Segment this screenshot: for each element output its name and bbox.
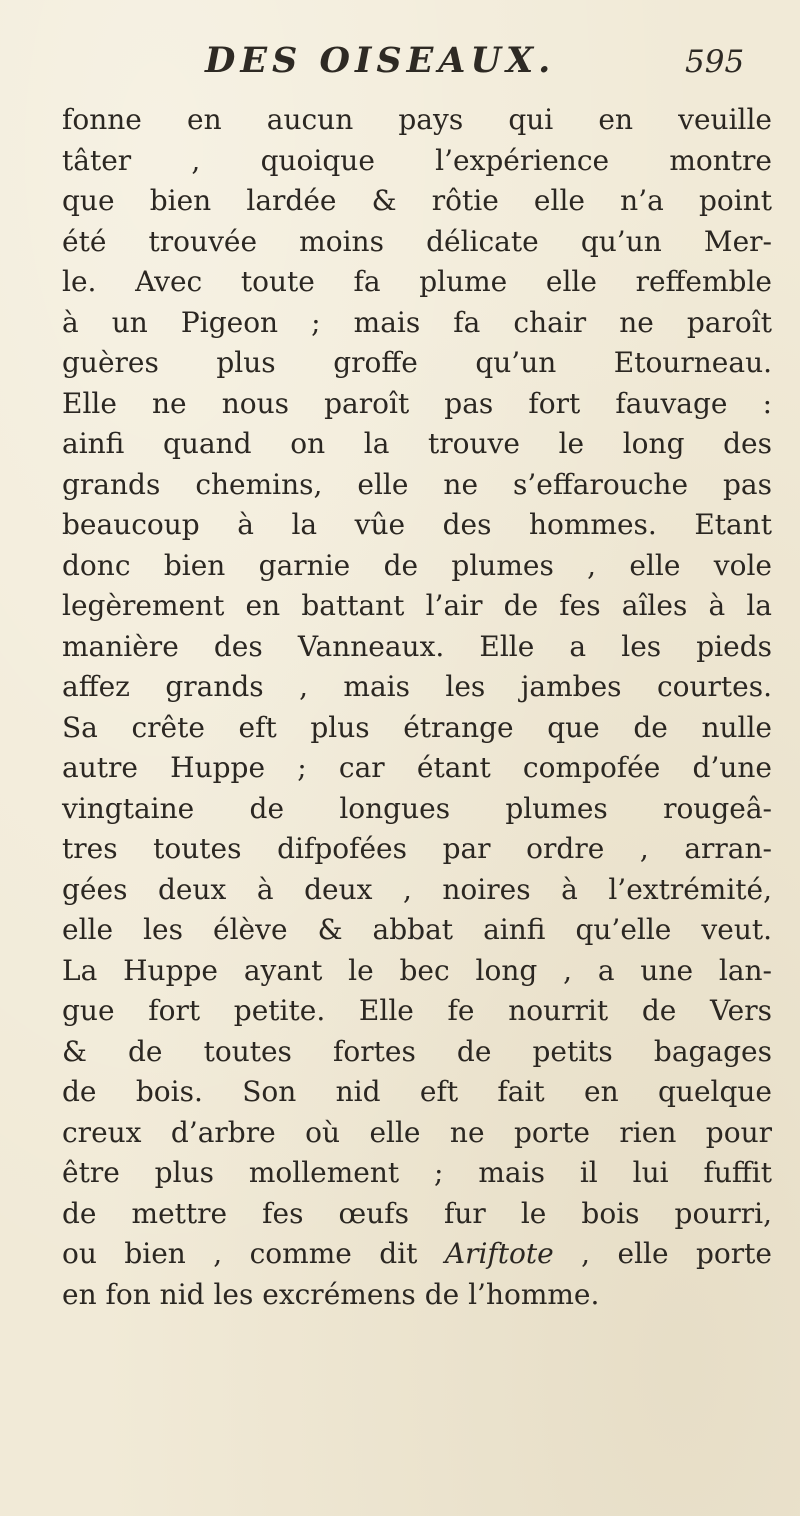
text-line: être plus mollement ; mais il lui fuffit [62,1156,772,1189]
text-line: creux d’arbre où elle ne porte rien pour [62,1115,772,1149]
text-line: Elle ne nous paroît pas fort fauvage : [62,386,772,420]
text-line: grands chemins, elle ne s’effarouche pas [62,467,772,501]
text-line: donc bien garnie de plumes , elle vole [62,548,772,582]
text-line: tres toutes difpofées par ordre , arran- [62,832,772,865]
line-segment: , elle porte [553,1237,772,1270]
line-segment: ou bien , comme dit [62,1237,445,1270]
text-line: ainfi quand on la trouve le long des [62,427,772,460]
running-head-title: DES OISEAUX. [205,40,556,81]
text-line-with-italic [62,1234,772,1275]
text-line: gées deux à deux , noires à l’extrémité, [62,872,772,906]
text-line: guères plus groffe qu’un Etourneau. [62,346,772,379]
text-line: & de toutes fortes de petits bagages [62,1034,772,1068]
page-number: 595 [685,44,745,80]
text-line: beaucoup à la vûe des hommes. Etant [62,508,772,541]
text-line: le. Avec toute fa plume elle reffemble [62,265,772,298]
text-line: manière des Vanneaux. Elle a les pieds [62,629,772,663]
text-line: fonne en aucun pays qui en veuille [62,103,772,136]
body-text [62,100,772,1315]
text-line: elle les élève & abbat ainfi qu’elle veut. [62,913,772,946]
text-line: gue fort petite. Elle fe nourrit de Vers [62,994,772,1027]
italic-author-name: Ariftote [444,1237,554,1270]
running-head [0,40,800,100]
text-line: de mettre fes œufs fur le bois pourri, [62,1196,772,1230]
text-line: de bois. Son nid eft fait en quelque [62,1075,772,1108]
text-line: que bien lardée & rôtie elle n’a point [62,184,772,217]
text-line: à un Pigeon ; mais fa chair ne paroît [62,305,772,339]
text-line-final: en fon nid les excrémens de l’homme. [62,1277,600,1311]
text-line: affez grands , mais les jambes courtes. [62,670,772,703]
text-line: vingtaine de longues plumes rougeâ- [62,791,772,825]
text-line: La Huppe ayant le bec long , a une lan- [62,953,772,987]
text-line: tâter , quoique l’expérience montre [62,143,772,177]
text-line: été trouvée moins délicate qu’un Mer- [62,224,772,258]
text-line: legèrement en battant l’air de fes aîles à la [62,589,772,622]
text-line: Sa crête eft plus étrange que de nulle [62,710,772,744]
text-line: autre Huppe ; car étant compofée d’une [62,751,772,784]
